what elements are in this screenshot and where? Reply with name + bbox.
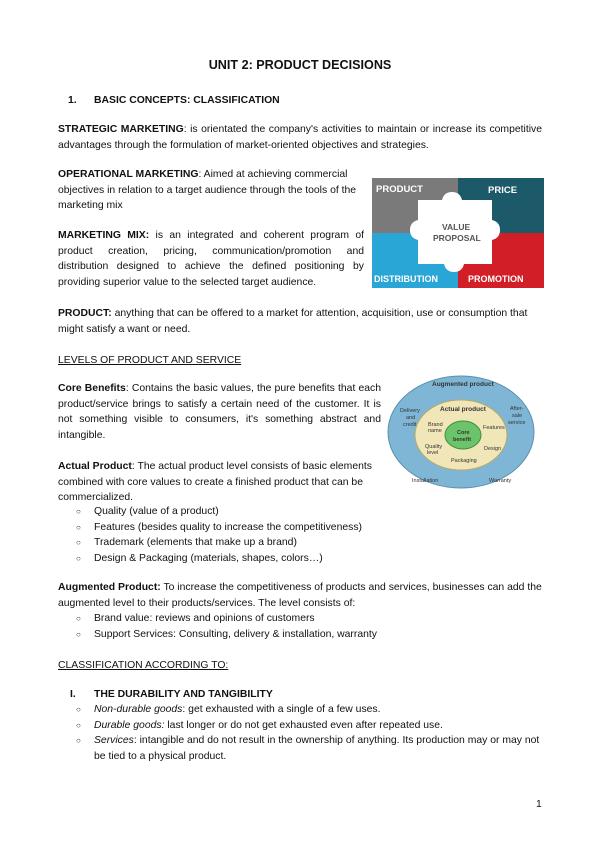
- core-term: Core Benefits: [58, 383, 126, 394]
- strategic-text: : is orientated the company's activities to maintain or increase its competitive advantages through the formulation of market-oriented objectives and strategies.: [58, 124, 542, 151]
- delivery-credit-label: credit: [403, 422, 417, 428]
- warranty-label: Warranty: [489, 478, 512, 484]
- brand-name-label-2: name: [428, 428, 442, 434]
- item-text: : get exhausted with a single of a few uses.: [182, 704, 381, 715]
- core-text: : Contains the basic values, the pure benefits that each product/service brings to satisfy a certain need of the customer. It is not something visible to consumers, it's something abstract and intangible.: [58, 383, 382, 441]
- puzzle-price-label: PRICE: [488, 185, 518, 196]
- actual-product-label: Actual product: [440, 406, 486, 413]
- actual-product-list: [76, 504, 496, 566]
- augmented-product-label: Augmented product: [432, 381, 494, 388]
- operational-text: : Aimed at achieving commercial objectives in relation to a target audience through the tools of the marketing mix: [58, 169, 357, 211]
- item-text: last longer or do not get exhausted even after repeated use.: [164, 719, 443, 731]
- installation-label: Installation: [412, 478, 439, 484]
- levels-heading: LEVELS OF PRODUCT AND SERVICE: [58, 355, 242, 366]
- operational-marketing-paragraph: [58, 167, 370, 214]
- delivery-label: Delivery: [400, 408, 420, 414]
- classification-heading: CLASSIFICATION ACCORDING TO:: [58, 660, 229, 671]
- item-term: Services: [94, 735, 134, 746]
- puzzle-distribution-label: DISTRIBUTION: [374, 274, 438, 284]
- quality-label: Quality: [425, 444, 443, 450]
- puzzle-promotion-label: PROMOTION: [468, 274, 524, 284]
- item-text: : intangible and do not result in the ownership of anything. Its production may or may not be tied to a physical product.: [94, 735, 540, 762]
- strategic-term: STRATEGIC MARKETING: [58, 124, 184, 135]
- section-number: 1.: [68, 95, 77, 106]
- mix-term: MARKETING MIX:: [58, 230, 150, 241]
- list-item: ○ Trademark (elements that make up a brand): [76, 535, 496, 551]
- actual-text: : The actual product level consists of basic elements combined with core values to create a finished product that can be commercialized.: [58, 461, 372, 503]
- list-item: [76, 702, 546, 718]
- marketing-mix-puzzle-image: [372, 178, 544, 288]
- product-term: PRODUCT:: [58, 308, 112, 319]
- augmented-product-list: [76, 611, 516, 642]
- list-item: ○ Design & Packaging (materials, shapes, colors…): [76, 551, 496, 567]
- subsection-heading: THE DURABILITY AND TANGIBILITY: [94, 689, 273, 700]
- list-item: [76, 718, 546, 734]
- page-title: UNIT 2: PRODUCT DECISIONS: [208, 58, 392, 72]
- packaging-label: Packaging: [451, 458, 477, 464]
- after-sale-label: After-: [510, 406, 524, 412]
- design-label: Design: [484, 446, 502, 452]
- puzzle-product-label: PRODUCT: [376, 184, 423, 195]
- strategic-marketing-paragraph: [58, 122, 542, 153]
- list-item: ○ Brand value: reviews and opinions of customers: [76, 611, 516, 627]
- list-item: ○ Quality (value of a product): [76, 504, 496, 520]
- list-item: ○ Support Services: Consulting, delivery & installation, warranty: [76, 627, 516, 643]
- page-number: 1: [536, 799, 542, 810]
- actual-term: Actual Product: [58, 461, 132, 472]
- item-term: Non-durable goods: [94, 704, 183, 715]
- marketing-mix-paragraph: [58, 228, 364, 290]
- quality-level-label: level: [427, 450, 439, 456]
- mix-text: is an integrated and coherent program of product creation, pricing, communication/promotion and distribution designed to achieve the defined positioning by providing superior value to the selected target audience.: [58, 230, 364, 288]
- features-label: Features: [483, 425, 505, 431]
- actual-product-paragraph: [58, 459, 378, 506]
- product-text: anything that can be offered to a market for attention, acquisition, use or consumption that might satisfy a want or need.: [58, 308, 528, 335]
- brand-name-label: Brand: [428, 422, 443, 428]
- core-benefits-paragraph: [58, 381, 381, 443]
- puzzle-center-piece: [410, 192, 500, 272]
- augmented-text: To increase the competitiveness of products and services, businesses can add the augmented level to their products/services. The level consists of:: [58, 582, 542, 609]
- puzzle-proposal-label: PROPOSAL: [433, 233, 481, 243]
- section-heading: BASIC CONCEPTS: CLASSIFICATION: [94, 95, 280, 106]
- list-item: ○ Features (besides quality to increase the competitiveness): [76, 520, 496, 536]
- subsection-number: I.: [70, 689, 76, 700]
- product-levels-diagram: [386, 374, 536, 490]
- product-definition-paragraph: [58, 306, 544, 337]
- benefit-label: benefit: [453, 437, 472, 443]
- list-item: [76, 733, 546, 764]
- item-term: Durable goods:: [94, 719, 165, 731]
- operational-term: OPERATIONAL MARKETING: [58, 169, 199, 180]
- delivery-and-label: and: [406, 415, 416, 421]
- augmented-product-paragraph: [58, 580, 544, 611]
- after-sale-label-2: sale: [512, 413, 523, 419]
- after-sale-service-label: service: [508, 420, 526, 426]
- durability-list: [76, 702, 546, 764]
- puzzle-value-label: VALUE: [442, 222, 471, 232]
- core-label: Core: [457, 430, 470, 436]
- augmented-term: Augmented Product:: [58, 582, 161, 593]
